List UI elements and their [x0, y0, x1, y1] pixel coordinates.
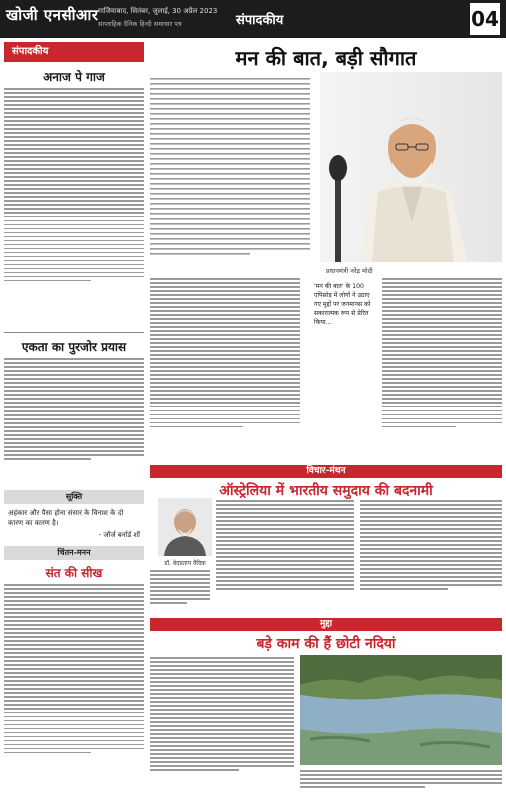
divider [4, 332, 144, 333]
vichar-headline: ऑस्ट्रेलिया में भारतीय समुदाय की बदनामी [219, 483, 433, 499]
second-article-body [4, 356, 144, 484]
section-title: संपादकीय [236, 13, 284, 28]
mudda-headline: बड़े काम की हैं छोटी नदियां [256, 636, 396, 652]
author-photo [158, 498, 212, 556]
quote-attribution: - जॉर्ज बर्नार्ड शॉ [98, 531, 140, 539]
hero-caption: प्रधानमंत्री नरेंद्र मोदी [326, 267, 373, 275]
third-article-title: संत की सीख [45, 566, 103, 580]
editorial-body [4, 86, 144, 326]
main-headline: मन की बात, बड़ी सौगात [235, 46, 417, 70]
river-illustration [300, 655, 502, 765]
third-article-body [4, 582, 144, 794]
page-number: 04 [470, 3, 500, 35]
editorial-banner: संपादकीय [4, 42, 144, 62]
main-body-col2 [382, 276, 502, 462]
main-body-col1 [150, 276, 300, 462]
dateline: गाजियाबाद, सितंबर, जुलाई, 30 अप्रैल 2023 [98, 7, 218, 15]
quote-label: सूक्ति [4, 490, 144, 504]
second-article-title: एकता का पुरजोर प्रयास [21, 340, 127, 354]
newspaper-brand: खोजी एनसीआर [6, 6, 99, 24]
author-portrait-illustration [158, 498, 212, 556]
vichar-body-col2 [360, 498, 502, 612]
editorial-title: अनाज पे गाज [43, 70, 105, 84]
pull-quote: 'मन की बात' के 100 एपिसोड़ में लोगों ने उठाए गए मुद्दों पर जनमानस को सकारात्मक रूप से प्रेरित किया... [314, 283, 371, 326]
chintan-label: चिंतन-मनन [4, 546, 144, 560]
mudda-body-col2 [300, 768, 502, 796]
mudda-body-col1 [150, 655, 294, 795]
river-photo [300, 655, 502, 765]
left-column [4, 42, 144, 796]
mudda-label: मुद्दा [150, 618, 502, 631]
edition-line: साप्ताहिक दैनिक हिन्दी समाचार पत्र [98, 20, 182, 28]
author-name: डॉ. वेदप्रताप वैदिक [164, 560, 206, 567]
vichar-manthan-label: विचार-मंथन [150, 465, 502, 478]
speaker-photo-illustration [150, 72, 502, 262]
hero-photo [150, 72, 502, 262]
vichar-body-col1 [216, 498, 354, 612]
masthead [0, 0, 506, 38]
vichar-body-col0 [150, 568, 210, 612]
quote-text: अहंकार और पैसा होना संसार के विनाश के दो कारण का कारण है। [8, 509, 124, 527]
